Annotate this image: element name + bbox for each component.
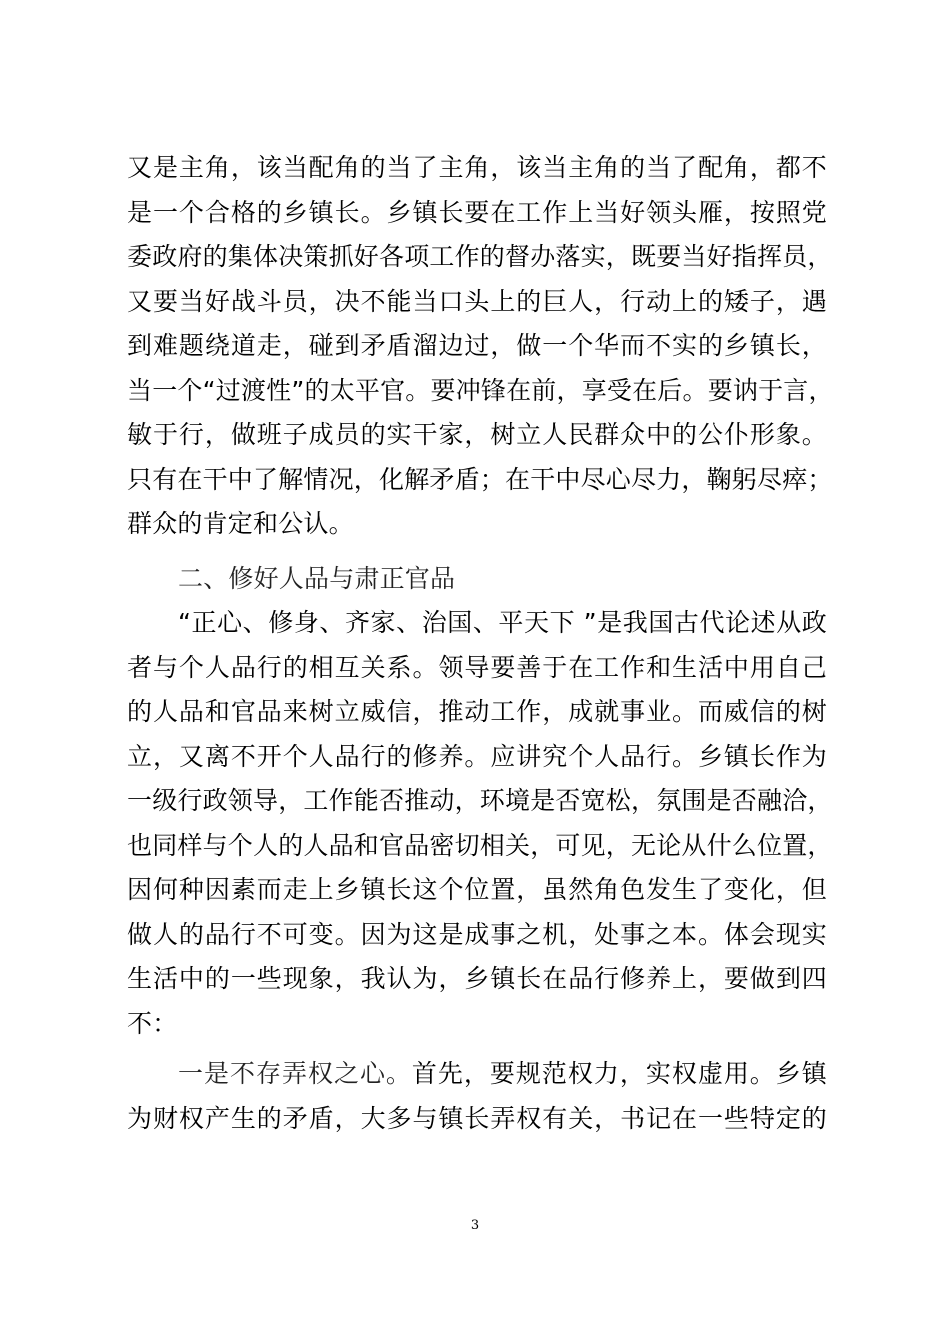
document-body: [127, 146, 834, 1141]
spacer: [127, 547, 827, 557]
paragraph-2-line: 者与个人品行的相互关系。领导要善于在工作和生活中用自己: [127, 652, 827, 682]
section-heading-text: 二、修好人品与肃正官品: [178, 563, 456, 593]
paragraph-1-line: 又要当好战斗员，决不能当口头上的巨人，行动上的矮子，遇: [127, 286, 827, 316]
paragraph-1-line: 群众的肯定和公认。: [127, 509, 354, 538]
paragraph-1-line: 当一个“过渡性”的太平官。要冲锋在前，享受在后。要讷于言，: [127, 375, 834, 405]
paragraph-2-line: 做人的品行不可变。因为这是成事之机，处事之本。体会现实: [127, 919, 827, 949]
paragraph-3-first-line: [127, 1052, 827, 1097]
paragraph-1-line: 到难题绕道走，碰到矛盾溜边过，做一个华而不实的乡镇长，: [127, 331, 827, 360]
section-heading: [127, 557, 827, 602]
paragraph-2-line: “正心、修身、齐家、治国、平天下 ”是我国古代论述从政: [178, 608, 827, 637]
paragraph-1-line: 只有在干中了解情况，化解矛盾；在干中尽心尽力，鞠躬尽瘁；: [127, 464, 833, 494]
paragraph-1: [127, 146, 834, 547]
paragraph-1-line: 又是主角，该当配角的当了主角，该当主角的当了配角，都不: [127, 153, 827, 182]
paragraph-2-line: 一级行政领导，工作能否推动，环境是否宽松，氛围是否融洽，: [127, 786, 833, 815]
paragraph-3-lead-phrase: 一是不存弄权之心。: [178, 1059, 412, 1088]
paragraph-3: [127, 1052, 827, 1141]
paragraph-1-line: 敏于行，做班子成员的实干家，树立人民群众中的公仆形象。: [127, 420, 827, 449]
paragraph-2-line: 不：: [127, 1008, 178, 1038]
page-number: 3: [470, 1218, 480, 1233]
paragraph-2: [127, 601, 833, 1046]
paragraph-2-line: 的人品和官品来树立威信，推动工作，成就事业。而威信的树: [127, 697, 827, 726]
paragraph-2-line: 生活中的一些现象，我认为，乡镇长在品行修养上，要做到四: [127, 964, 827, 993]
paragraph-1-line: 委政府的集体决策抓好各项工作的督办落实，既要当好指挥员，: [127, 242, 833, 271]
paragraph-2-line: 立，又离不开个人品行的修养。应讲究个人品行。乡镇长作为: [127, 741, 827, 771]
paragraph-2-line: 因何种因素而走上乡镇长这个位置，虽然角色发生了变化，但: [127, 875, 827, 904]
paragraph-1-line: 是一个合格的乡镇长。乡镇长要在工作上当好领头雁，按照党: [127, 197, 827, 227]
paragraph-3-first-line-rest: 首先，要规范权力，实权虚用。乡镇: [411, 1059, 827, 1088]
paragraph-3-line: 为财权产生的矛盾，大多与镇长弄权有关，书记在一些特定的: [127, 1103, 827, 1133]
paragraph-2-line: 也同样与个人的人品和官品密切相关，可见，无论从什么位置，: [127, 830, 833, 860]
